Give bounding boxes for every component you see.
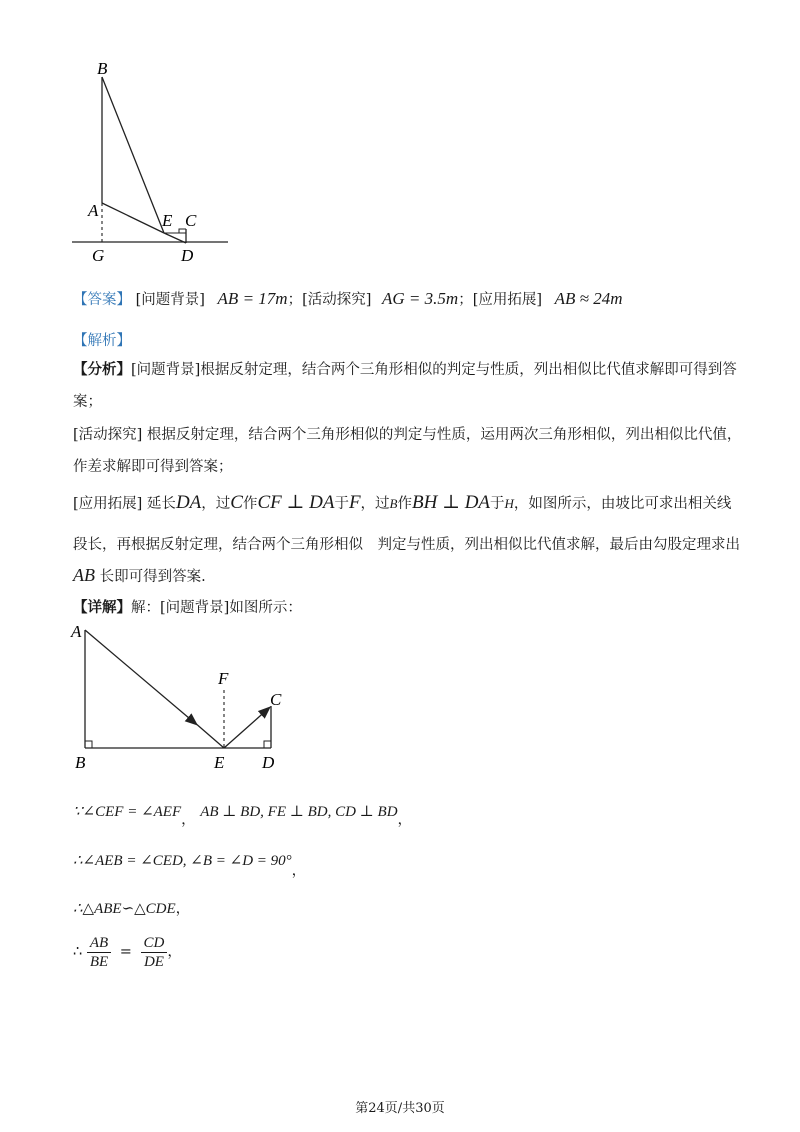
answer-part1-math: AB = 17m bbox=[217, 289, 288, 308]
label-A: A bbox=[88, 201, 99, 220]
answer-tag: 【答案】 bbox=[73, 292, 131, 308]
proof-4-eq: = bbox=[119, 944, 132, 960]
label-G: G bbox=[92, 246, 105, 265]
l5-math-B: B bbox=[389, 496, 398, 511]
label-D: D bbox=[181, 246, 194, 265]
l5-math-C: C bbox=[230, 492, 243, 513]
frac2-num: CD bbox=[141, 934, 168, 953]
l5-math-F: F bbox=[348, 492, 361, 513]
l5-math-BH-perp-DA: BH ⊥ DA bbox=[412, 492, 491, 513]
label-F: F bbox=[218, 669, 229, 688]
analysis-line-1 bbox=[73, 360, 737, 380]
l5-text-b: ，过 bbox=[201, 496, 231, 512]
l5-text-h: ，如图所示，由坡比可求出相关线 bbox=[513, 496, 732, 512]
answer-line bbox=[73, 289, 623, 310]
l5-text-f: 作 bbox=[397, 496, 412, 512]
frac2-den: DE bbox=[143, 953, 164, 970]
label-A: A bbox=[71, 622, 82, 641]
right-angle-B bbox=[85, 741, 92, 748]
l5-text-e: ，过 bbox=[360, 496, 390, 512]
proof-4-therefore: ∴ bbox=[73, 944, 83, 960]
proof-3-end: ， bbox=[175, 901, 191, 917]
fraction-AB-over-BE bbox=[87, 934, 111, 971]
label-B: B bbox=[97, 59, 108, 78]
label-E: E bbox=[214, 753, 225, 772]
reflected-ray bbox=[224, 708, 269, 748]
l5-math-H: H bbox=[504, 496, 514, 511]
label-C: C bbox=[270, 690, 282, 709]
proof-1a: ∵∠CEF = ∠AEF bbox=[73, 804, 182, 820]
right-angle-D bbox=[264, 741, 271, 748]
l5-text-g: 于 bbox=[490, 496, 505, 512]
figure-2-diagram bbox=[68, 620, 298, 775]
analysis-analysis-tag: 【分析】 bbox=[73, 361, 131, 378]
line-BE bbox=[102, 77, 164, 233]
analysis-line-7 bbox=[73, 565, 206, 587]
proof-2: ∴∠AEB = ∠CED, ∠B = ∠D = 90° bbox=[73, 853, 292, 869]
l5-math-CF-perp-DA: CF ⊥ DA bbox=[257, 492, 335, 513]
label-D: D bbox=[262, 753, 275, 772]
l5-text-a: [应用拓展] 延长 bbox=[73, 496, 176, 512]
answer-sep1: ； bbox=[287, 292, 303, 308]
proof-line-4 bbox=[73, 932, 182, 972]
label-B: B bbox=[75, 753, 86, 772]
proof-1-comma: ， bbox=[181, 812, 196, 828]
proof-line-3 bbox=[73, 899, 190, 919]
analysis-line-4: 作差求解即可得到答案； bbox=[73, 459, 233, 475]
answer-part2-math: AG = 3.5m bbox=[382, 289, 459, 308]
l5-text-c: 作 bbox=[242, 496, 258, 512]
proof-line-1 bbox=[73, 802, 413, 828]
answer-part3-math: AB ≈ 24m bbox=[554, 289, 623, 308]
incident-ray bbox=[85, 630, 196, 724]
proof-1-end: ， bbox=[397, 812, 413, 828]
answer-part1-label: [问题背景] bbox=[135, 292, 205, 308]
proof-line-2 bbox=[73, 851, 307, 879]
analysis-line-6: 段长，再根据反射定理，结合两个三角形相似 判定与性质，列出相似比代值求解，最后由勾股定理求出 bbox=[73, 537, 740, 553]
line-AE bbox=[102, 203, 164, 233]
l7-math-AB: AB bbox=[73, 565, 95, 585]
frac1-den: BE bbox=[89, 953, 109, 970]
l5-math-DA: DA bbox=[175, 492, 202, 513]
label-C: C bbox=[185, 211, 197, 230]
proof-2-end: ， bbox=[291, 863, 307, 879]
analysis-tag: 【解析】 bbox=[73, 333, 131, 349]
page-footer: 第24页/共30页 bbox=[355, 1101, 445, 1116]
analysis-line-3: [活动探究] 根据反射定理，结合两个三角形相似的判定与性质，运用两次三角形相似，列出相似比代值， bbox=[73, 427, 742, 443]
figure-1-diagram bbox=[60, 55, 250, 270]
detail-line bbox=[73, 598, 302, 618]
analysis-line-2: 案； bbox=[73, 394, 102, 410]
fraction-CD-over-DE bbox=[141, 934, 168, 971]
detail-tag: 【详解】 bbox=[73, 599, 131, 616]
proof-4-end: ， bbox=[167, 944, 182, 960]
l5-text-d: 于 bbox=[334, 496, 349, 512]
proof-3: ∴△ABE∽△CDE bbox=[73, 901, 176, 917]
answer-part3-label: [应用拓展] bbox=[472, 292, 543, 308]
analysis-line-5 bbox=[73, 493, 731, 514]
analysis-text-1: [问题背景]根据反射定理，结合两个三角形相似的判定与性质，列出相似比代值求解即可得到答 bbox=[131, 362, 737, 378]
proof-1b: AB ⊥ BD, FE ⊥ BD, CD ⊥ BD bbox=[200, 804, 398, 820]
answer-part2-label: [活动探究] bbox=[302, 292, 372, 308]
answer-sep2: ； bbox=[458, 292, 473, 308]
label-E: E bbox=[162, 211, 173, 230]
detail-text: 解：[问题背景]如图所示： bbox=[131, 600, 302, 616]
incident-ray-rest bbox=[194, 722, 224, 748]
l7-text: 长即可得到答案. bbox=[99, 569, 206, 585]
frac1-num: AB bbox=[87, 934, 111, 953]
